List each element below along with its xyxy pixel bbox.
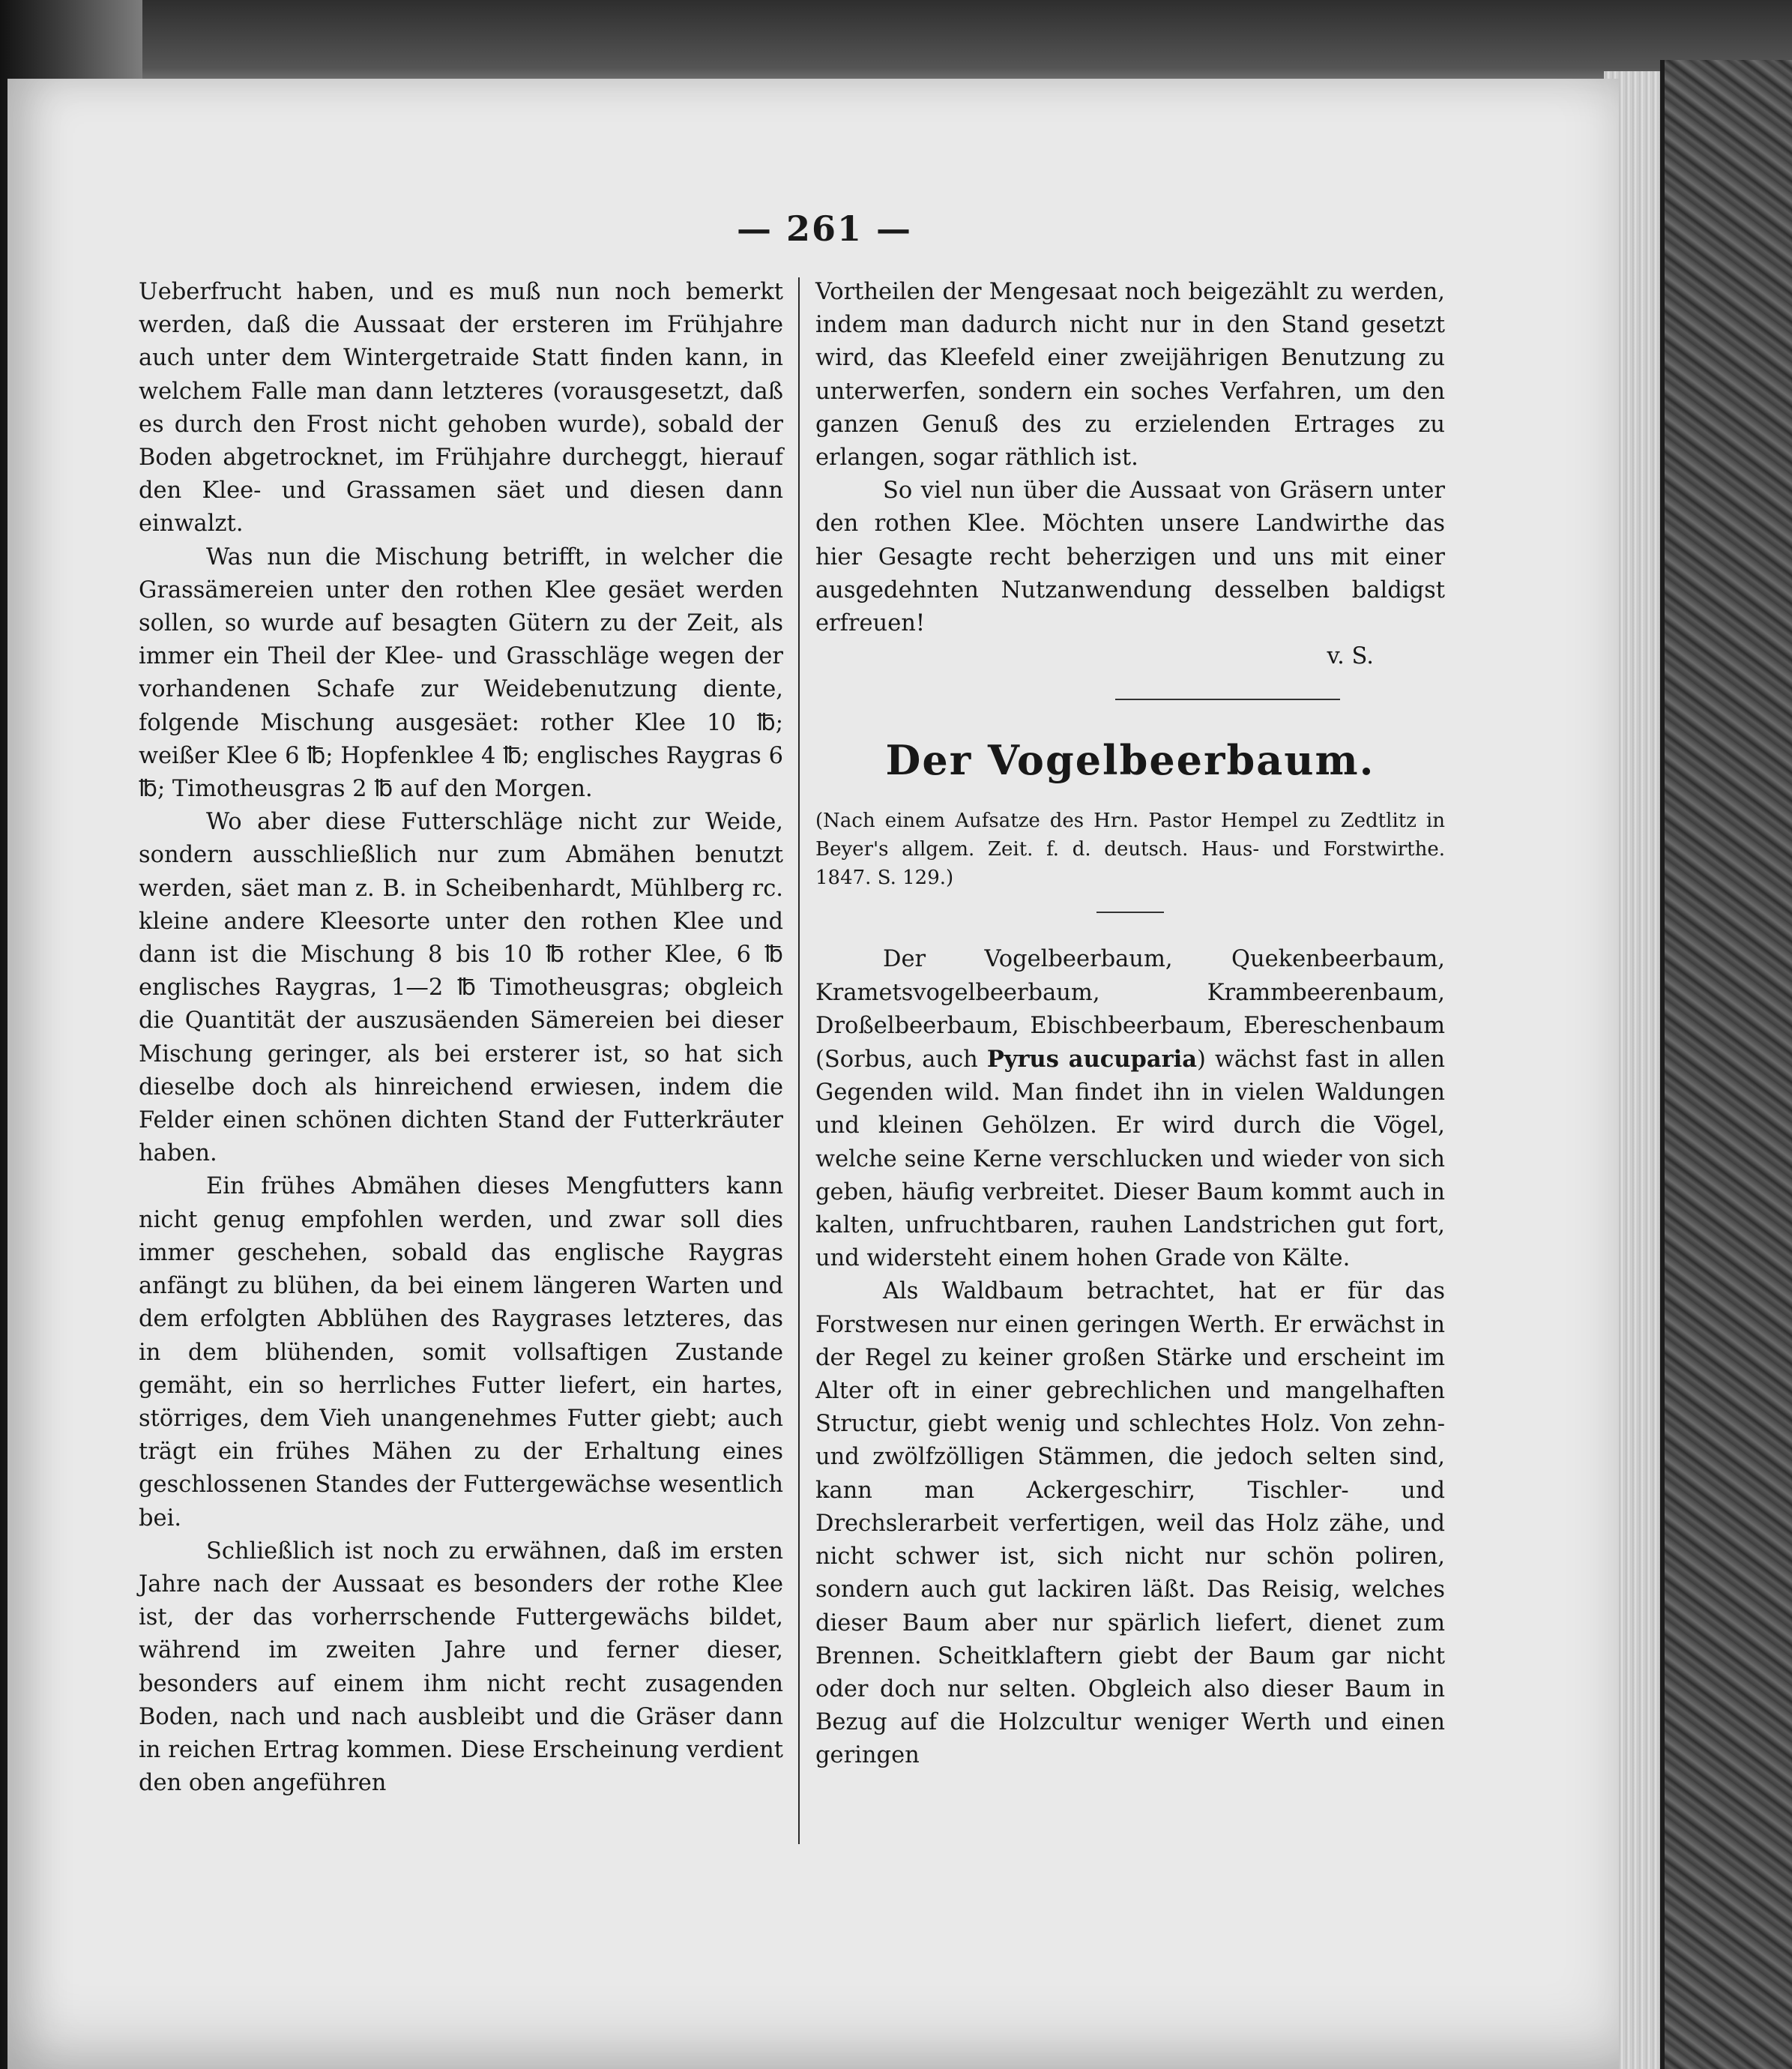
left-paragraph-1: Ueberfrucht haben, und es muß nun noch bemerkt werden, daß die Aussaat der ersteren im Frühjahre auch unter dem Wintergetraide Statt finden kann, in welchem Falle man dann letzteres (vorausgesetzt, daß es durch den Frost nicht gehoben wurde), sobald der Boden abgetrocknet, im Frühjahre durcheggt, hierauf den Klee- und Grassamen säet und diesen dann einwalzt. (139, 279, 783, 537)
article-paragraph-1 (815, 943, 1445, 1275)
article-p1-text-a: Der Vogelbeerbaum, Quekenbeerbaum, Krametsvogelbeerbaum, Krammbeerenbaum, Droßelbeerbaum, Ebischbeerbaum, Ebereschenbaum (Sorbus, auch (815, 946, 1445, 1073)
right-paragraph-1: Vortheilen der Mengesaat noch beigezählt zu werden, indem man dadurch nicht nur in den Stand gesetzt wird, das Kleefeld einer zweijährigen Benutzung zu unterwerfen, sondern ein soches Verfahren, um den ganzen Genuß des zu erzielenden Ertrages zu erlangen, sogar räthlich ist. (815, 279, 1445, 472)
left-column (139, 276, 783, 1858)
page-number: — 261 — (736, 208, 913, 249)
left-paragraph-2: Was nun die Mischung betrifft, in welcher die Grassämereien unter den rothen Klee gesäet werden sollen, so wurde auf besagten Gütern zu der Zeit, als immer ein Theil der Klee- und Grasschläge wegen der vorhandenen Schafe zur Weidebenutzung diente, folgende Mischung ausgesäet: rother Klee 10 ℔; weißer Klee 6 ℔; Hopfenklee 4 ℔; englisches Raygras 6 ℔; Timotheusgras 2 ℔ auf den Morgen. (139, 543, 783, 803)
source-note: (Nach einem Aufsatze des Hrn. Pastor Hempel zu Zedtlitz in Beyer's allgem. Zeit. f. d. deutsch. Haus- und Forstwirthe. 1847. S. 129.) (815, 810, 1445, 890)
left-paragraph-5: Schließlich ist noch zu erwähnen, daß im ersten Jahre nach der Aussaat es besonders der rothe Klee ist, der das vorherrschende Futtergewächs bildet, während im zweiten Jahre und ferner dieser, besonders auf einem ihm nicht recht zusagenden Boden, nach und nach ausbleibt und die Gräser dann in reichen Ertrag kommen. Diese Erscheinung verdient den oben angeführen (139, 1538, 783, 1797)
left-paragraph-4: Ein frühes Abmähen dieses Mengfutters kann nicht genug empfohlen werden, und zwar soll dies immer geschehen, sobald das englische Raygras anfängt zu blühen, da bei einem längeren Warten und dem erfolgten Abblühen des Raygrases letzteres, das in dem blühenden, somit vollsaftigen Zustande gemäht, ein so herrliches Futter liefert, ein hartes, störriges, dem Vieh unangenehmes Futter giebt; auch trägt ein frühes Mähen zu der Erhaltung eines geschlossenen Standes der Futtergewächse wesentlich bei. (139, 1173, 783, 1532)
column-divider (798, 277, 800, 1844)
short-separator (1096, 912, 1164, 913)
article-paragraph-2: Als Waldbaum betrachtet, hat er für das Forstwesen nur einen geringen Werth. Er erwächst in der Regel zu keiner großen Stärke und erscheint im Alter oft in einer gebrechlichen und mangelhaften Structur, giebt wenig und schlechtes Holz. Von zehn- und zwölfzölligen Stämmen, die jedoch selten sind, kann man Ackergeschirr, Tischler- und Drechslerarbeit verfertigen, weil das Holz zähe, und nicht schwer ist, sich nicht nur schön poliren, sondern auch gut lackiren läßt. Das Reisig, welches dieser Baum aber nur spärlich liefert, dienet zum Brennen. Scheitklaftern giebt der Baum gar nicht oder doch nur selten. Obgleich also dieser Baum in Bezug auf die Holzcultur weniger Werth und einen geringen (815, 1278, 1445, 1769)
book-cover-marbled (1660, 60, 1792, 2069)
right-column (815, 276, 1445, 1858)
section-separator (1115, 699, 1340, 700)
left-paragraph-3: Wo aber diese Futterschläge nicht zur Weide, sondern ausschließlich nur zum Abmähen benutzt werden, säet man z. B. in Scheibenhardt, Mühlberg rc. kleine andere Kleesorte unter den rothen Klee und dann ist die Mischung 8 bis 10 ℔ rother Klee, 6 ℔ englisches Raygras, 1—2 ℔ Timotheusgras; obgleich die Quantität der auszusäenden Sämereien bei dieser Mischung geringer, als bei ersterer ist, so hat sich dieselbe doch als hinreichend erwiesen, indem die Felder einen schönen dichten Stand der Futterkräuter haben. (139, 809, 783, 1167)
latin-name: Pyrus aucuparia (986, 1046, 1197, 1073)
right-paragraph-2: So viel nun über die Aussaat von Gräsern unter den rothen Klee. Möchten unsere Landwirthe das hier Gesagte recht beherzigen und uns mit einer ausgedehnten Nutzanwendung desselben baldigst erfreuen! (815, 478, 1445, 637)
author-signature: v. S. (1327, 643, 1374, 670)
article-p1-text-b: ) wächst fast in allen Gegenden wild. Man findet ihn in vielen Waldungen und kleinen Gehölzen. Er wird durch die Vögel, welche seine Kerne verschlucken und wieder von sich geben, häufig verbreitet. Dieser Baum kommt auch in kalten, unfruchtbaren, rauhen Landstrichen gut fort, und widersteht einem hohen Grade von Kälte. (815, 1046, 1445, 1272)
article-title: Der Vogelbeerbaum. (885, 736, 1375, 785)
